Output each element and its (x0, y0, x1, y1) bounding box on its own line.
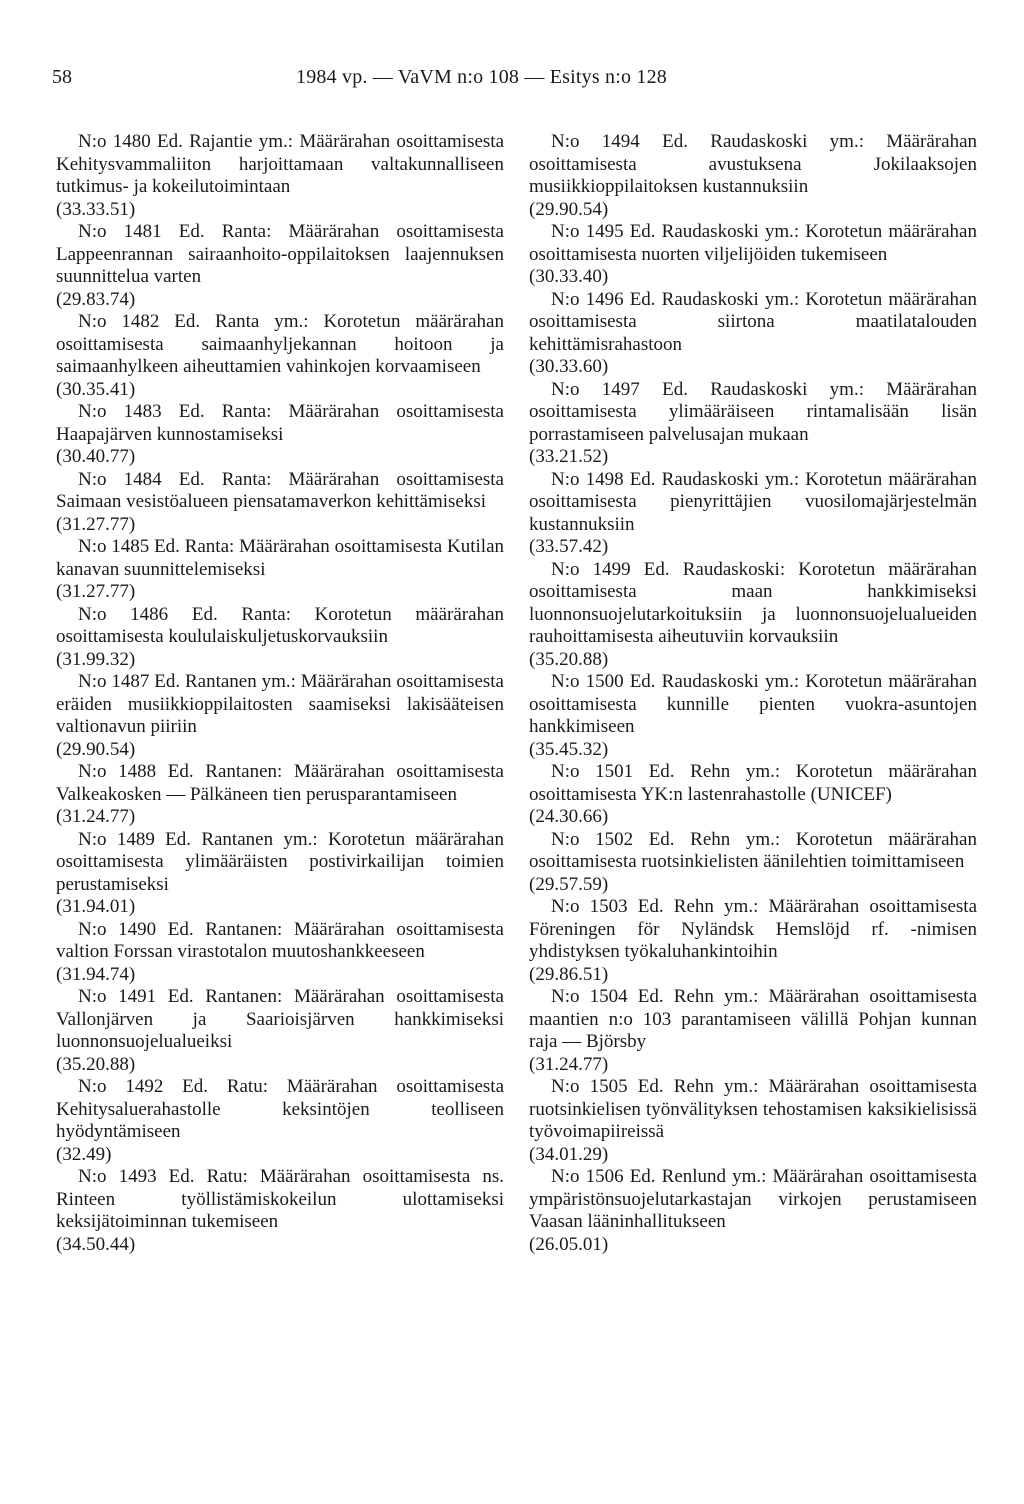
list-item (529, 131, 977, 221)
entry-text: N:o 1496 Ed. Raudaskoski ym.: Korotetun määrärahan osoittamisesta siirtona maatilatalouden kehittämisrahastoon (529, 288, 977, 355)
budget-code: (29.83.74) (56, 288, 136, 310)
entry-text: N:o 1497 Ed. Raudaskoski ym.: Määrärahan osoittamisesta ylimääräiseen rintamalisään lisän porrastamiseen palvelusajan mukaan (529, 378, 977, 445)
budget-code: (32.49) (56, 1143, 112, 1165)
budget-code: (24.30.66) (529, 806, 609, 827)
list-item (529, 379, 977, 469)
entry-text: N:o 1488 Ed. Rantanen: Määrärahan osoittamisesta Valkeakosken — Pälkäneen tien perusparantamiseen (56, 761, 504, 805)
list-item (529, 761, 977, 829)
entry-text: N:o 1493 Ed. Ratu: Määrärahan osoittamisesta ns. Rinteen työllistämiskokeilun ulottamiseksi keksijätoiminnan tukemiseen (56, 1166, 504, 1232)
entry-text: N:o 1495 Ed. Raudaskoski ym.: Korotetun määrärahan osoittamisesta nuorten viljelijöiden tukemiseen (529, 221, 977, 265)
budget-code: (34.50.44) (56, 1233, 136, 1255)
list-item (529, 1166, 977, 1256)
entry-text: N:o 1484 Ed. Ranta: Määrärahan osoittamisesta Saimaan vesistöalueen piensatamaverkon kehittämiseksi (56, 468, 504, 512)
budget-code: (35.45.32) (529, 738, 609, 760)
list-item (56, 829, 504, 919)
list-item (56, 986, 504, 1076)
budget-code: (31.99.32) (56, 648, 136, 670)
budget-code: (35.20.88) (56, 1053, 136, 1075)
right-column (529, 131, 977, 1256)
budget-code: (34.01.29) (529, 1143, 609, 1165)
list-item (529, 559, 977, 672)
list-item (56, 919, 504, 987)
list-item (56, 131, 504, 221)
budget-code: (30.33.60) (529, 356, 609, 377)
entry-text: N:o 1499 Ed. Raudaskoski: Korotetun määrärahan osoittamisesta maan hankkimiseksi luonnonsuojelutarkoituksiin ja luonnonsuojelualueiden rauhoittamisesta aiheutuviin korvauksiin (529, 558, 977, 647)
entry-text: N:o 1500 Ed. Raudaskoski ym.: Korotetun määrärahan osoittamisesta kunnille pienten vuokra-asuntojen hankkimiseen (529, 671, 977, 737)
budget-code: (35.20.88) (529, 648, 609, 670)
entry-text: N:o 1503 Ed. Rehn ym.: Määrärahan osoittamisesta Föreningen för Nyländsk Hemslöjd rf. -nimisen yhdistyksen työkaluhankintoihin (529, 896, 977, 962)
budget-code: (29.90.54) (56, 738, 136, 760)
list-item (56, 671, 504, 761)
entry-text: N:o 1492 Ed. Ratu: Määrärahan osoittamisesta Kehitysaluerahastolle keksintöjen teolliseen hyödyntämiseen (56, 1076, 504, 1142)
list-item (529, 469, 977, 559)
list-item (56, 604, 504, 672)
budget-code: (30.33.40) (529, 266, 609, 287)
entry-text: N:o 1494 Ed. Raudaskoski ym.: Määrärahan osoittamisesta avustuksena Jokilaaksojen musiikkioppilaitoksen kustannuksiin (529, 131, 977, 197)
budget-code: (33.21.52) (529, 446, 609, 467)
list-item (529, 1076, 977, 1166)
budget-code: (31.27.77) (56, 513, 136, 535)
list-item (529, 896, 977, 986)
entry-text: N:o 1482 Ed. Ranta ym.: Korotetun määrärahan osoittamisesta saimaanhyljekannan hoitoon ja saimaanhylkeen aiheuttamien vahinkojen korvaamiseen (56, 311, 504, 377)
entry-text: N:o 1498 Ed. Raudaskoski ym.: Korotetun määrärahan osoittamisesta pienyrittäjien vuosilomajärjestelmän kustannuksiin (529, 468, 977, 535)
budget-code: (31.24.77) (56, 806, 136, 827)
list-item (529, 671, 977, 761)
budget-code: (30.40.77) (56, 446, 136, 467)
budget-code: (31.94.74) (56, 963, 136, 985)
entry-text: N:o 1489 Ed. Rantanen ym.: Korotetun määrärahan osoittamisesta ylimääräisten postivirkailijan toimien perustamiseksi (56, 828, 504, 895)
list-item (56, 311, 504, 401)
entry-text: N:o 1490 Ed. Rantanen: Määrärahan osoittamisesta valtion Forssan virastotalon muutoshankkeeseen (56, 918, 504, 962)
budget-code: (29.90.54) (529, 198, 609, 220)
entry-text: N:o 1481 Ed. Ranta: Määrärahan osoittamisesta Lappeenrannan sairaanhoito-oppilaitoksen laajennuksen suunnittelua varten (56, 221, 504, 287)
budget-code: (26.05.01) (529, 1233, 609, 1255)
entry-text: N:o 1506 Ed. Renlund ym.: Määrärahan osoittamisesta ympäristönsuojelutarkastajan virkojen perustamiseen Vaasan lääninhallitukseen (529, 1166, 977, 1232)
list-item (56, 469, 504, 537)
entry-text: N:o 1501 Ed. Rehn ym.: Korotetun määrärahan osoittamisesta YK:n lastenrahastolle (UNICEF) (529, 761, 977, 805)
budget-code: (33.57.42) (529, 536, 609, 557)
budget-code: (31.27.77) (56, 581, 136, 602)
entry-text: N:o 1487 Ed. Rantanen ym.: Määrärahan osoittamisesta eräiden musiikkioppilaitosten saamiseksi lakisääteisen valtionavun piiriin (56, 671, 504, 737)
entry-text: N:o 1480 Ed. Rajantie ym.: Määrärahan osoittamisesta Kehitysvammaliiton harjoittamaan valtakunnalliseen tutkimus- ja kokeilutoimintaan (56, 131, 504, 197)
left-column (56, 131, 504, 1256)
list-item (529, 986, 977, 1076)
list-item (56, 401, 504, 469)
list-item (56, 536, 504, 604)
budget-code: (33.33.51) (56, 198, 136, 220)
entry-text: N:o 1483 Ed. Ranta: Määrärahan osoittamisesta Haapajärven kunnostamiseksi (56, 401, 504, 445)
list-item (529, 289, 977, 379)
budget-code: (31.94.01) (56, 896, 136, 917)
entry-text: N:o 1502 Ed. Rehn ym.: Korotetun määrärahan osoittamisesta ruotsinkielisten äänilehtien toimittamiseen (529, 828, 977, 872)
page-header (52, 62, 972, 92)
entry-text: N:o 1504 Ed. Rehn ym.: Määrärahan osoittamisesta maantien n:o 103 parantamiseen välillä Pohjan kunnan raja — Björsby (529, 986, 977, 1052)
list-item (56, 1076, 504, 1166)
list-item (529, 829, 977, 897)
budget-code: (29.57.59) (529, 873, 609, 895)
entry-text: N:o 1491 Ed. Rantanen: Määrärahan osoittamisesta Vallonjärven ja Saarioisjärven hankkimiseksi luonnonsuojelualueiksi (56, 986, 504, 1052)
running-head: 1984 vp. — VaVM n:o 108 — Esitys n:o 128 (296, 66, 667, 88)
list-item (56, 761, 504, 829)
budget-code: (29.86.51) (529, 963, 609, 985)
page-number: 58 (52, 66, 72, 88)
list-item (56, 221, 504, 311)
list-item (56, 1166, 504, 1256)
entry-text: N:o 1505 Ed. Rehn ym.: Määrärahan osoittamisesta ruotsinkielisen työnvälityksen tehostamisen kaksikielisissä työvoimapiireissä (529, 1076, 977, 1142)
budget-code: (30.35.41) (56, 378, 136, 400)
budget-code: (31.24.77) (529, 1053, 609, 1075)
list-item (529, 221, 977, 289)
entry-text: N:o 1486 Ed. Ranta: Korotetun määrärahan osoittamisesta koululaiskuljetuskorvauksiin (56, 603, 504, 647)
entry-text: N:o 1485 Ed. Ranta: Määrärahan osoittamisesta Kutilan kanavan suunnittelemiseksi (56, 536, 504, 580)
